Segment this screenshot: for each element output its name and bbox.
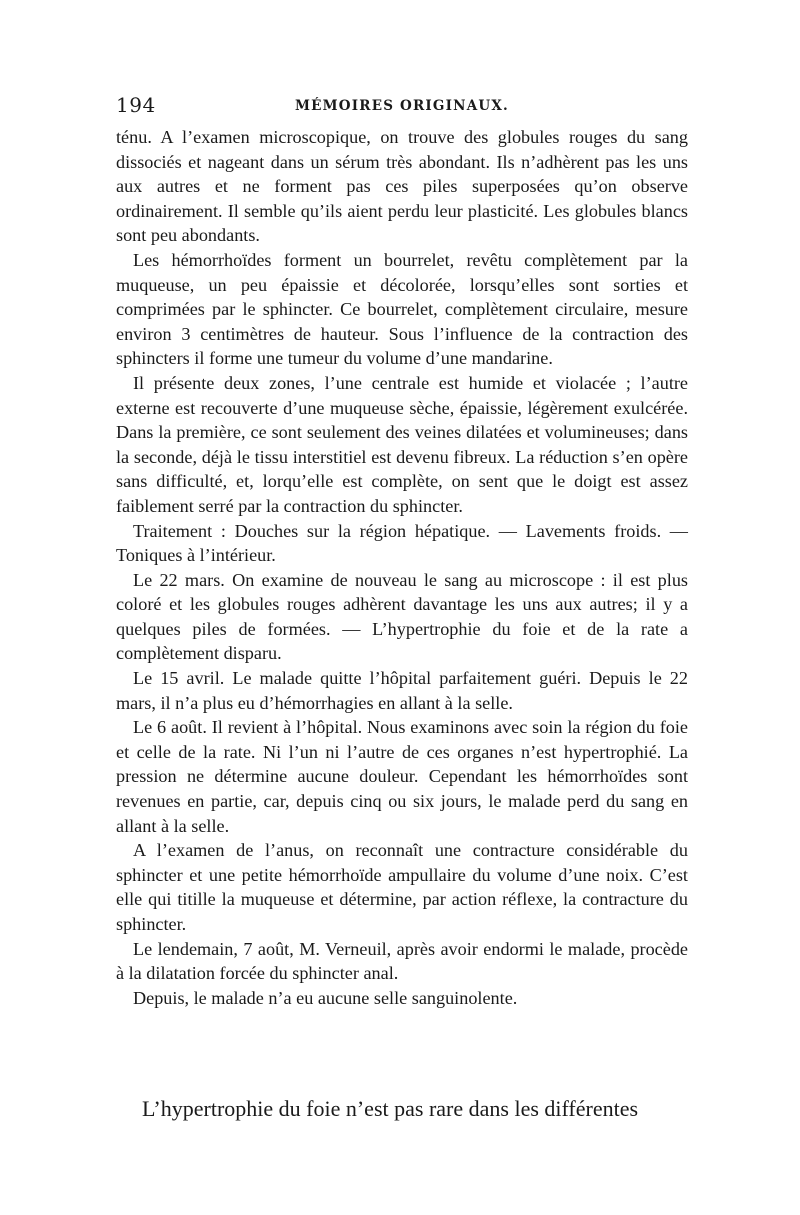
body-text	[116, 125, 688, 1010]
page-number: 194	[116, 93, 156, 117]
running-head: MÉMOIRES ORIGINAUX.	[295, 98, 509, 114]
page-header	[116, 93, 688, 123]
paragraph-hemorrhoids: Les hémorrhoïdes forment un bourrelet, revêtu complètement par la muqueuse, un peu épaissie et décolorée, lorsqu’elles sont sorties et comprimées par le sphincter. Ce bourrelet, complètement circulaire, mesure environ 3 centimètres de hauteur. Sous l’influence de la contraction des sphincters il forme une tumeur du volume d’une mandarine.	[116, 249, 688, 369]
paragraph-22-mars: Le 22 mars. On examine de nouveau le sang au microscope : il est plus coloré et les globules rouges adhèrent davantage les uns aux autres; il y a quelques piles de formées. — L’hypertrophie du foie et de la rate a complètement disparu.	[116, 569, 688, 664]
paragraph-6-aout: Le 6 août. Il revient à l’hôpital. Nous examinons avec soin la région du foie et celle de la rate. Ni l’un ni l’autre de ces organes n’est hypertrophié. La pression ne détermine aucune douleur. Cependant les hémorrhoïdes sont revenues en partie, car, depuis cinq ou six jours, le malade perd du sang en allant à la selle.	[116, 717, 688, 836]
paragraph-depuis: Depuis, le malade n’a eu aucune selle sanguinolente.	[133, 987, 518, 1008]
paragraph-lendemain: Le lendemain, 7 août, M. Verneuil, après avoir endormi le malade, procède à la dilatation forcée du sphincter anal.	[116, 938, 688, 984]
paragraph-continuation: ténu. A l’examen microscopique, on trouve des globules rouges du sang dissociés et nageant dans un sérum très abondant. Ils n’adhèrent pas les uns aux autres et ne forment pas ces piles superposées qu’on observe ordinairement. Il semble qu’ils aient perdu leur plasticité. Les globules blancs sont peu abondants.	[116, 127, 688, 246]
paragraph-treatment: Traitement : Douches sur la région hépatique. — Lavements froids. — Toniques à l’intérieur.	[116, 520, 688, 566]
paragraph-examen-anus: A l’examen de l’anus, on reconnaît une contracture considérable du sphincter et une petite hémorrhoïde ampullaire du volume d’une noix. C’est elle qui titille la muqueuse et détermine, par action réflexe, la contracture du sphincter.	[116, 840, 688, 934]
paragraph-zones: Il présente deux zones, l’une centrale est humide et violacée ; l’autre externe est recouverte d’une muqueuse sèche, épaissie, légèrement exulcérée. Dans la première, ce sont seulement des veines dilatées et volumineuses; dans la seconde, déjà le tissu interstitiel est devenu fibreux. La réduction s’en opère sans difficulté, et, lorqu’elle est complète, on sent que le doigt est assez faiblement serré par la contraction du sphincter.	[116, 372, 688, 516]
section-start-text: L’hypertrophie du foie n’est pas rare dans les différentes	[142, 1096, 639, 1121]
paragraph-15-avril: Le 15 avril. Le malade quitte l’hôpital parfaitement guéri. Depuis le 22 mars, il n’a plus eu d’hémorrhagies en allant à la selle.	[116, 668, 688, 713]
